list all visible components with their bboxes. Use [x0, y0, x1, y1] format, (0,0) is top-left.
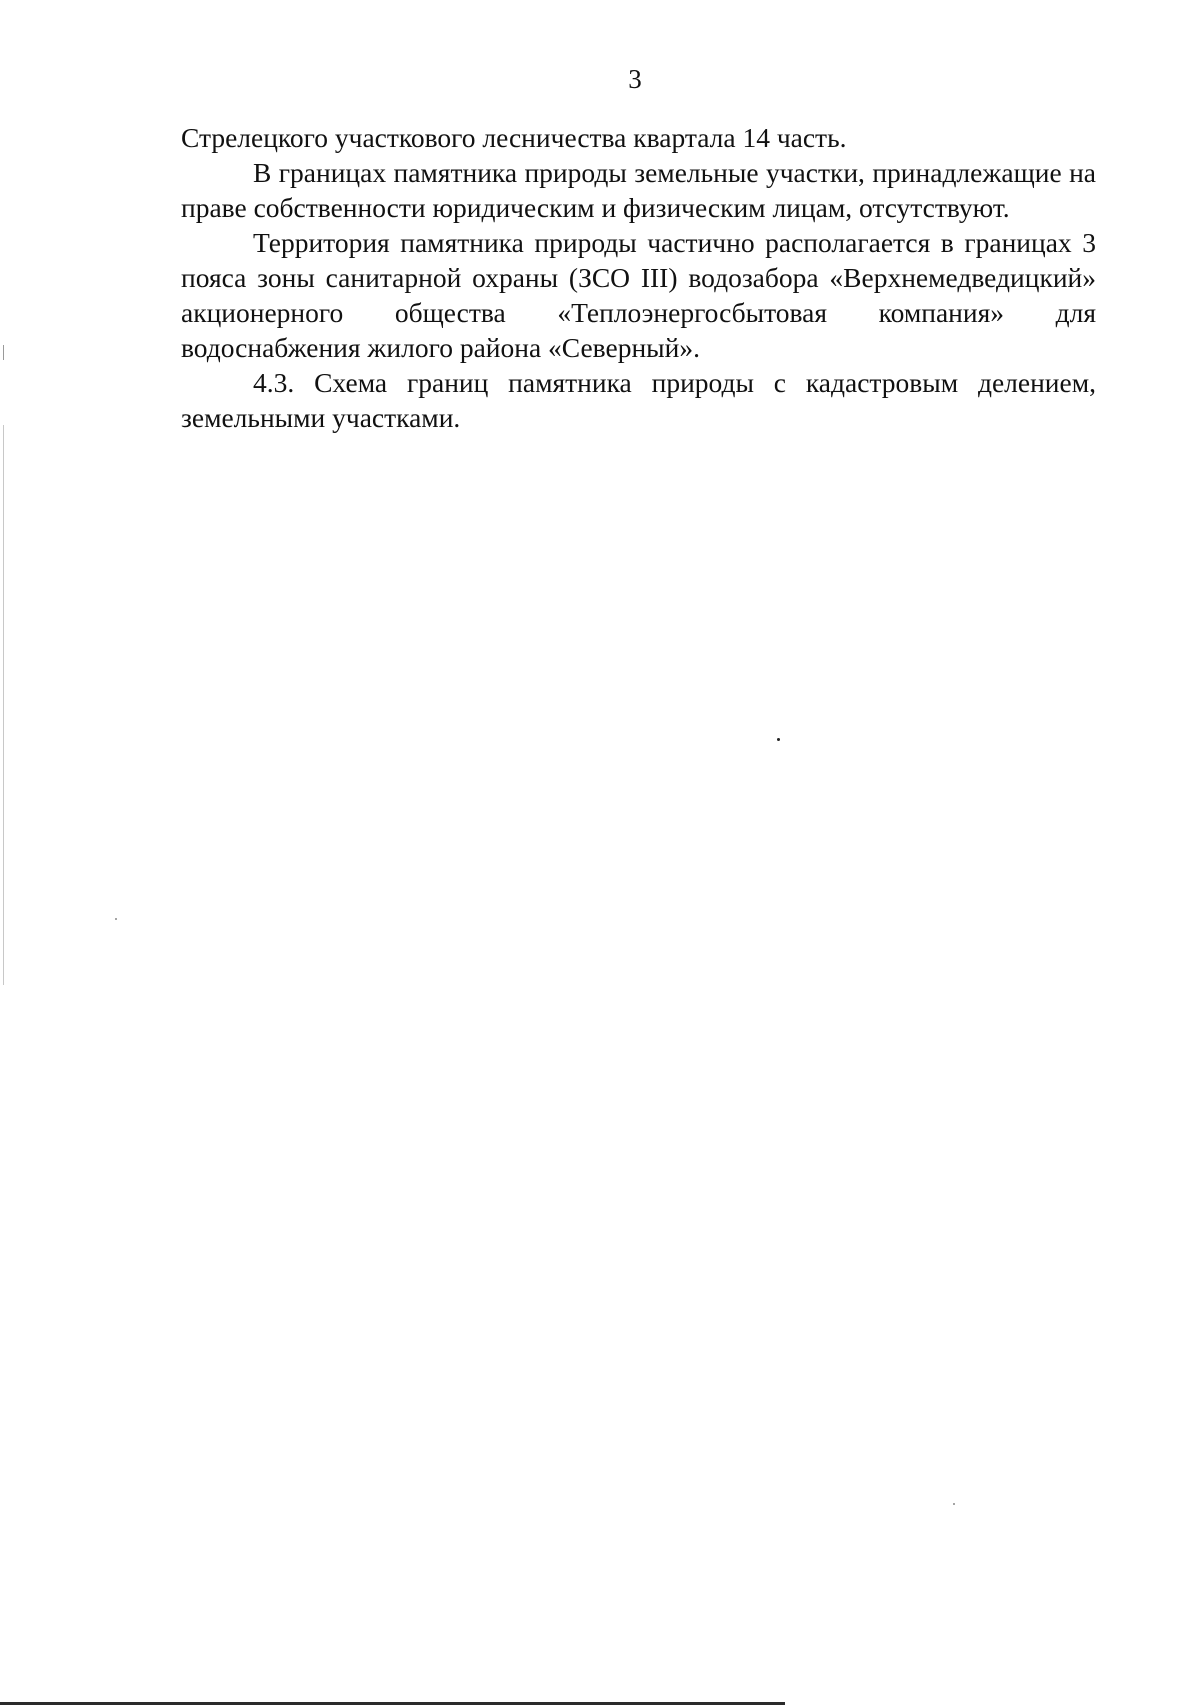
document-body — [181, 120, 1096, 435]
paragraph-land-plots: В границах памятника природы земельные участки, принадлежащие на праве собственности юридическим и физическим лицам, отсутствуют. — [181, 157, 1096, 223]
paragraph-sanitary-zone: Территория памятника природы частично располагается в границах 3 пояса зоны санитарной охраны (ЗСО III) водозабора «Верхнемедведицкий» акционерного общества «Теплоэнергосбытовая компания» для водоснабжения жилого района «Северный». — [181, 227, 1096, 363]
scan-edge-line — [3, 425, 4, 985]
paragraph-continuation: Стрелецкого участкового лесничества квартала 14 часть. — [181, 122, 847, 153]
scan-speck — [777, 738, 780, 741]
scan-speck — [953, 1503, 955, 1505]
page-number: 3 — [628, 64, 642, 94]
scan-speck — [115, 918, 117, 920]
scan-edge-line — [3, 345, 4, 360]
paragraph-scheme-heading: 4.3. Схема границ памятника природы с кадастровым делением, земельными участками. — [181, 367, 1096, 433]
